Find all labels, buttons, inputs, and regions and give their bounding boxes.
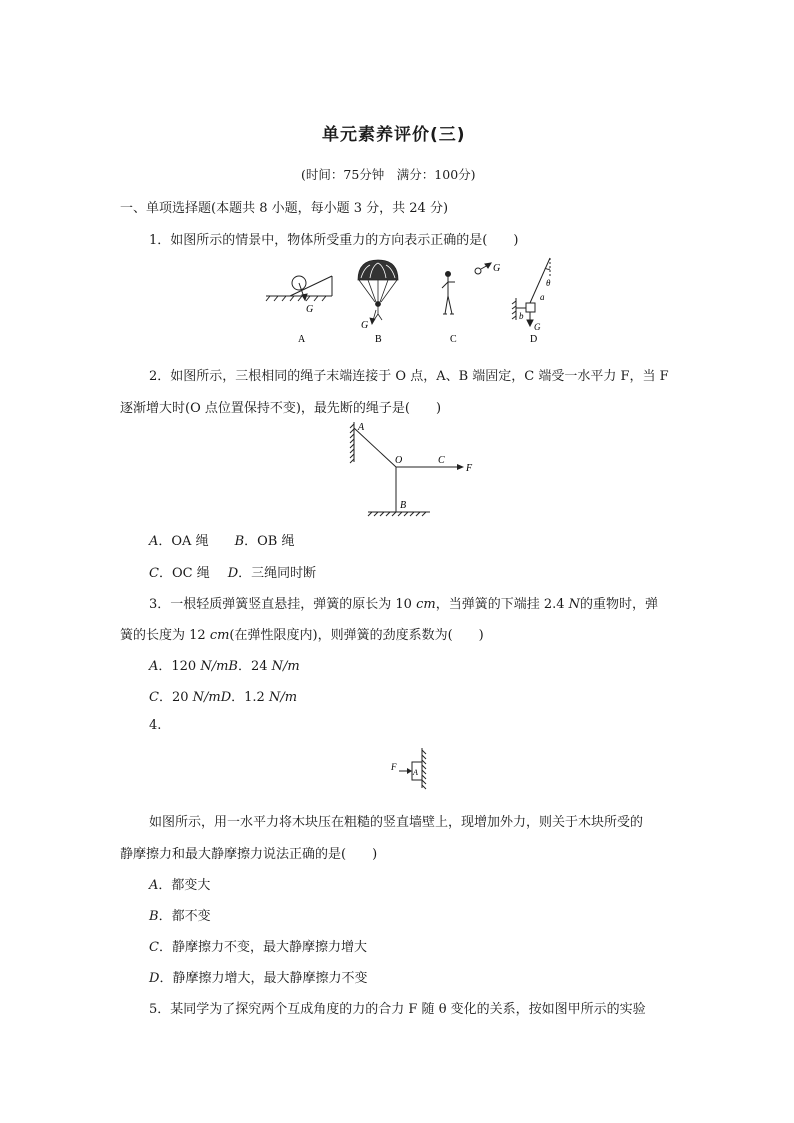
- q1-fig-c-g: G: [493, 263, 501, 274]
- q1-fig-d-b: b: [519, 311, 524, 321]
- q1-fig-b: [358, 260, 398, 324]
- q1-label-c: C: [450, 334, 457, 345]
- q2-options-cd: C．OC 绳 D．三绳同时断: [149, 566, 317, 581]
- q2-stem-line2: 逐渐增大时(O 点位置保持不变)，最先断的绳子是( ): [120, 401, 442, 416]
- q1-fig-d-a: a: [540, 292, 545, 302]
- q2-fig-b: B: [400, 500, 407, 511]
- q4-fig-a: A: [413, 768, 418, 777]
- q2-fig-f: F: [466, 463, 473, 474]
- q4-option-b: B．都不变: [149, 909, 211, 924]
- q2-options-ab: A．OA 绳 B．OB 绳: [149, 534, 295, 549]
- q4-fig-f: F: [391, 762, 397, 772]
- q2-fig-c: C: [438, 455, 445, 466]
- q2-stem-line1: 2．如图所示，三根相同的绳子末端连接于 O 点，A、B 端固定，C 端受一水平力 F，当 F: [149, 369, 669, 384]
- q1-label-a: A: [298, 334, 306, 345]
- q1-fig-d-theta: θ: [546, 278, 551, 288]
- q4-stem-line1: 如图所示，用一水平力将木块压在粗糙的竖直墙壁上，现增加外力，则关于木块所受的: [149, 815, 644, 830]
- q4-number: 4.: [149, 718, 162, 733]
- q4-option-d: D．静摩擦力增大，最大静摩擦力不变: [149, 971, 368, 986]
- q1-label-d: D: [530, 334, 538, 345]
- exam-info: (时间：75分钟 满分：100分): [301, 167, 476, 182]
- q1-fig-d-g: G: [534, 322, 541, 332]
- q2-fig-o: O: [395, 455, 403, 466]
- q3-stem-line1: 3．一根轻质弹簧竖直悬挂，弹簧的原长为 10 cm，当弹簧的下端挂 2.4 N的重物时，弹: [149, 597, 659, 612]
- q3-stem-line2: 簧的长度为 12 cm(在弹性限度内)，则弹簧的劲度系数为( ): [120, 628, 484, 643]
- q4-figure: [388, 745, 434, 791]
- q1-label-b: B: [375, 334, 382, 345]
- q2-fig-a: A: [358, 422, 365, 433]
- section-heading: 一、单项选择题(本题共 8 小题，每小题 3 分，共 24 分): [120, 201, 449, 216]
- q1-fig-b-g: G: [361, 320, 369, 331]
- q3-options-ab: A．120 N/mB．24 N/m: [149, 659, 300, 674]
- q3-options-cd: C．20 N/mD．1.2 N/m: [149, 690, 298, 705]
- q4-option-a: A．都变大: [149, 878, 211, 893]
- page-title: 单元素养评价(三): [322, 125, 466, 145]
- q1-stem: 1．如图所示的情景中，物体所受重力的方向表示正确的是( ): [149, 233, 519, 248]
- q1-fig-a-g: G: [306, 304, 314, 315]
- q4-stem-line2: 静摩擦力和最大静摩擦力说法正确的是( ): [120, 847, 378, 862]
- q1-figure: [260, 256, 560, 348]
- q4-option-c: C．静摩擦力不变，最大静摩擦力增大: [149, 940, 367, 955]
- q1-fig-a: [266, 276, 332, 301]
- q1-fig-c: [442, 263, 491, 314]
- q5-stem-line1: 5．某同学为了探究两个互成角度的力的合力 F 随 θ 变化的关系，按如图甲所示的实验: [149, 1002, 646, 1017]
- q2-figure: [346, 420, 478, 520]
